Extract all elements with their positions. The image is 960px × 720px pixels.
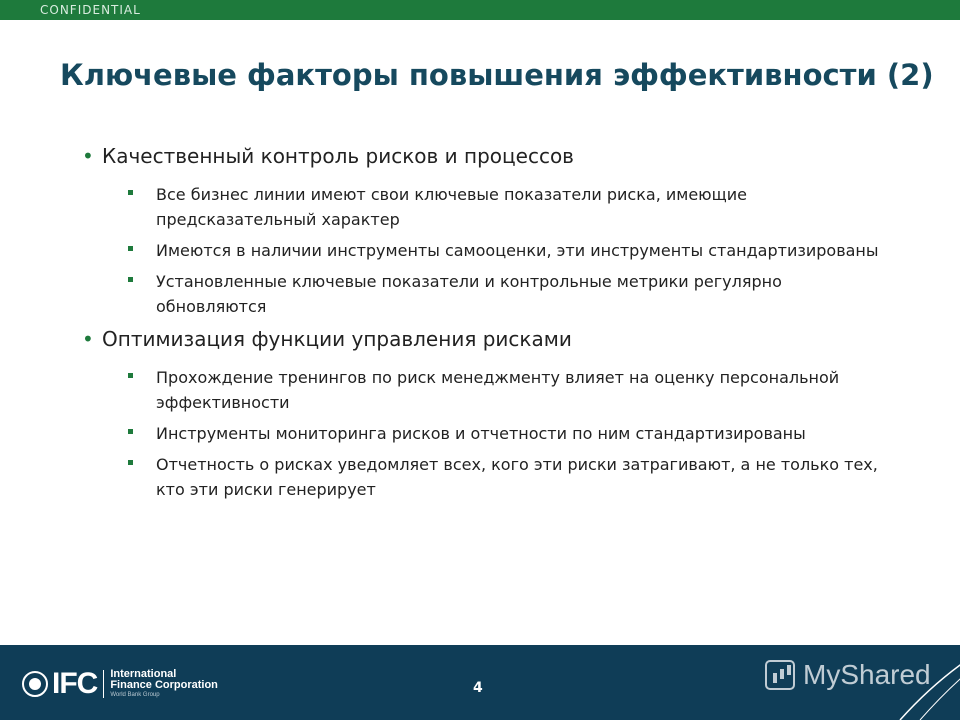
list-item: [82, 269, 882, 319]
section-heading: Оптимизация функции управления рисками: [102, 327, 572, 351]
top-bar: [0, 0, 960, 20]
bullet-section-2: [82, 325, 882, 353]
list-item-text: Инструменты мониторинга рисков и отчетности по ним стандартизированы: [156, 424, 806, 443]
square-bullet-icon: [128, 460, 133, 465]
confidential-label: CONFIDENTIAL: [40, 3, 141, 17]
chart-icon: [765, 660, 795, 690]
org-name: [110, 669, 218, 699]
slide-body: [82, 142, 882, 508]
ifc-logo: [22, 669, 218, 699]
square-bullet-icon: [128, 190, 133, 195]
list-item-text: Все бизнес линии имеют свои ключевые показатели риска, имеющие предсказательный характер: [156, 185, 747, 229]
list-item: [82, 182, 882, 232]
watermark: [765, 659, 931, 691]
logo-divider: [103, 670, 104, 698]
square-bullet-icon: [128, 373, 133, 378]
list-item: [82, 421, 882, 446]
list-item: [82, 452, 882, 502]
square-bullet-icon: [128, 429, 133, 434]
org-name-line2: Finance Corporation: [110, 679, 218, 691]
bullet-dot-icon: •: [82, 144, 94, 168]
square-bullet-icon: [128, 246, 133, 251]
bullet-section-1: [82, 142, 882, 170]
section-heading: Качественный контроль рисков и процессов: [102, 144, 574, 168]
list-item-text: Установленные ключевые показатели и контрольные метрики регулярно обновляются: [156, 272, 782, 316]
list-item: [82, 238, 882, 263]
watermark-text: MyShared: [803, 659, 931, 690]
square-bullet-icon: [128, 277, 133, 282]
list-item-text: Прохождение тренингов по риск менеджменту влияет на оценку персональной эффективности: [156, 368, 840, 412]
org-name-line3: World Bank Group: [110, 692, 160, 698]
logo-text: IFC: [52, 667, 98, 700]
org-name-line1: International: [110, 668, 177, 680]
bullet-dot-icon: •: [82, 327, 94, 351]
slide-title: Ключевые факторы повышения эффективности (2): [60, 58, 934, 92]
globe-icon: [22, 671, 48, 697]
footer-bar: [0, 645, 960, 720]
list-item: [82, 365, 882, 415]
page-number: 4: [473, 680, 483, 696]
list-item-text: Имеются в наличии инструменты самооценки, эти инструменты стандартизированы: [156, 241, 879, 260]
list-item-text: Отчетность о рисках уведомляет всех, кого эти риски затрагивают, а не только тех, кто эти риски генерирует: [156, 455, 878, 499]
